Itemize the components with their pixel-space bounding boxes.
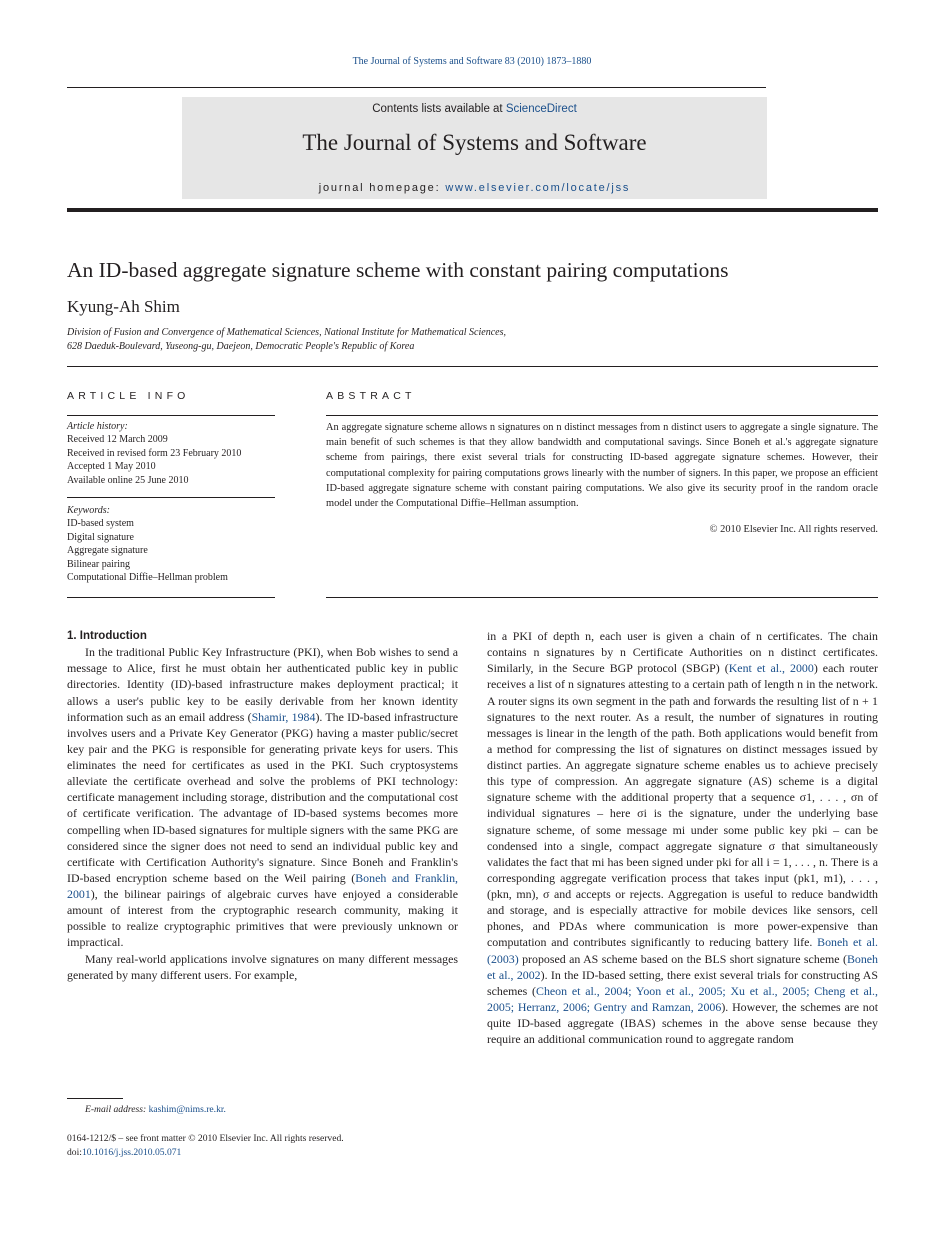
journal-title: The Journal of Systems and Software <box>302 130 647 155</box>
contents-prefix: Contents lists available at <box>372 103 506 115</box>
abstract-text: An aggregate signature scheme allows n signatures on n distinct messages from n distinct users to aggregate a single signature. The main benefit of such schemes is that they allow bandwidth and computational savings. Since Boneh et al.'s aggregate signature scheme from pairings, there exist several trials for constructing ID-based aggregate signature schemes. However, their computational complexity for pairing computations grows linearly with the number of signers. In this paper, we propose an efficient ID-based aggregate signature scheme with constant pairing computations. We also give its security proof in the random oracle model under the Computational Diffie–Hellman assumption. <box>326 422 878 510</box>
homepage-prefix: journal homepage: <box>318 182 446 194</box>
citation-link[interactable]: Boneh et al. (2003) <box>487 935 878 966</box>
journal-homepage <box>182 182 767 194</box>
homepage-link[interactable]: www.elsevier.com/locate/jss <box>445 182 631 194</box>
affiliation-line: 628 Daeduk-Boulevard, Yuseong-gu, Daejeon, Democratic People's Republic of Korea <box>67 340 415 352</box>
article-info-heading: ARTICLE INFO <box>67 390 190 402</box>
author-name: Kyung-Ah Shim <box>67 297 180 316</box>
email-link[interactable]: kashim@nims.re.kr. <box>148 1104 226 1115</box>
citation-link[interactable]: Kent et al., 2000 <box>728 661 814 676</box>
footnote-email <box>85 1104 226 1115</box>
history-label: Article history: <box>67 421 128 432</box>
history-item: Received 12 March 2009 <box>67 434 168 446</box>
keyword-item: Computational Diffie–Hellman problem <box>67 572 228 584</box>
abstract-heading: ABSTRACT <box>326 390 416 402</box>
article-info-bottom-rule <box>67 597 275 598</box>
sciencedirect-link[interactable]: ScienceDirect <box>505 103 577 115</box>
article-info-rule <box>67 415 275 416</box>
body-paragraph: In the traditional Public Key Infrastructure (PKI), when Bob wishes to send a message to Alice, first he must obtain her authenticated public key in public directories. Identity (ID)-based infrastructure makes deployment practical; it allows a user's public key to be easily derivable from her known identity information such as an email address (Shamir, 1984). The ID-based infrastructure involves users and a Private Key Generator (PKG) having a master public/secret key pair and the PKG is responsible for generating private keys for users. This eliminates the need for certificates as used in the PKI. Such cryptosystems alleviate the certificate overhead and solve the problems of PKI technology: certificate management including storage, distribution and the computational cost of certificate verification. The advantage of ID-based systems becomes more compelling when ID-based signatures for multiple signers with the same PKG are considered since the signer does not need to send an individual public key and certificate with Certification Authority's signature. Since Boneh and Franklin's ID-based encryption scheme based on the Weil pairing (Boneh and Franklin, 2001), the bilinear pairings of algebraic curves have enjoyed a considerable amount of interest from the cryptographic research community, making it possible to realize cryptographic primitives that were previously unknown or impractical. <box>67 645 458 950</box>
keywords <box>67 504 277 584</box>
citation-link[interactable]: Shamir, 1984 <box>251 709 316 724</box>
front-matter-line: 0164-1212/$ – see front matter © 2010 Elsevier Inc. All rights reserved. <box>67 1133 344 1144</box>
title-rule <box>67 366 878 367</box>
keyword-item: Aggregate signature <box>67 545 148 557</box>
history-item: Accepted 1 May 2010 <box>67 461 156 473</box>
affiliation <box>67 326 627 353</box>
keyword-item: Digital signature <box>67 531 134 543</box>
abstract-bottom-rule <box>326 597 878 598</box>
abstract-copyright: © 2010 Elsevier Inc. All rights reserved. <box>709 524 878 535</box>
front-matter <box>67 1132 344 1159</box>
affiliation-line: Division of Fusion and Convergence of Mathematical Sciences, National Institute for Mathematical Sciences, <box>67 327 506 338</box>
body-column-left <box>67 628 458 983</box>
body-column-right <box>487 628 878 1047</box>
citation-link[interactable]: Cheon et al., 2004; Yoon et al., 2005; Xu et al., 2005; Cheng et al., 2005; Herranz, 2006; Gentry and Ramzan, 2006 <box>487 983 879 1014</box>
keyword-item: Bilinear pairing <box>67 558 131 570</box>
masthead-rule <box>67 208 878 212</box>
contents-line <box>182 103 767 115</box>
history-item: Received in revised form 23 February 2010 <box>67 447 242 459</box>
keyword-item: ID-based system <box>67 518 134 530</box>
doi-line: doi:10.1016/j.jss.2010.05.071 <box>67 1146 182 1158</box>
journal-reference[interactable]: The Journal of Systems and Software 83 (2010) 1873–1880 <box>352 56 592 67</box>
citation-link[interactable]: Boneh and Franklin, 2001 <box>67 870 458 901</box>
section-heading: 1. Introduction <box>67 630 147 642</box>
email-label: E-mail address: <box>85 1104 149 1115</box>
keywords-rule <box>67 497 275 498</box>
keywords-label: Keywords: <box>67 505 110 516</box>
article-history <box>67 420 277 487</box>
body-paragraph: Many real-world applications involve signatures on many different messages generated by many different users. For example, <box>67 951 458 982</box>
article-title: An ID-based aggregate signature scheme with constant pairing computations <box>67 258 729 282</box>
doi-link[interactable]: 10.1016/j.jss.2010.05.071 <box>81 1146 182 1158</box>
header-rule <box>67 87 766 88</box>
body-paragraph: in a PKI of depth n, each user is given a chain of n certificates. The chain contains n signatures by n Certificate Authorities on n distinct certificates. Similarly, in the Secure BGP protocol (SBGP) (Kent et al., 2000) each router receives a list of n signatures attesting to a certain path of length n in the network. A router signs its own segment in the path and forwards the resulting list of n + 1 signatures to the next router. As a result, the number of signatures in routing messages is linear in the length of the path. Both applications would benefit from a method for compressing the list of signatures on distinct messages issued by distinct parties. An aggregate signature scheme enables us to achieve precisely this type of compression. An aggregate signature (AS) scheme is a digital signature scheme with the additional property that a sequence σ1, . . . , σn of individual signatures – here σi is the signature, under the underlying base signature scheme, of some message mi under some public key pki – can be condensed into a single, compact aggregate signature σ that simultaneously validates the fact that mi has been signed under pki for all i = 1, . . . , n. There is a corresponding aggregate verification process that takes input (pk1, m1), . . . , (pkn, mn), σ and accepts or rejects. Aggregation is useful to reduce bandwidth and storage, and is especially attractive for mobile devices like sensors, cell phones, and PDAs where communication is more power-expensive than computation and contributes significantly to reducing battery life. Boneh et al. (2003) proposed an AS scheme based on the BLS short signature scheme (Boneh et al., 2002). In the ID-based setting, there exist several trials for constructing AS schemes (Cheon et al., 2004; Yoon et al., 2005; Xu et al., 2005; Cheng et al., 2005; Herranz, 2006; Gentry and Ramzan, 2006). However, the schemes are not quite ID-based aggregate (IBAS) schemes in the above sense because they require an additional communication round to aggregate random <box>487 629 879 1047</box>
history-item: Available online 25 June 2010 <box>67 474 189 486</box>
journal-masthead <box>182 97 767 199</box>
abstract-rule <box>326 415 878 416</box>
footnote-rule <box>67 1098 123 1099</box>
citation-link[interactable]: Boneh et al., 2002 <box>487 951 878 982</box>
